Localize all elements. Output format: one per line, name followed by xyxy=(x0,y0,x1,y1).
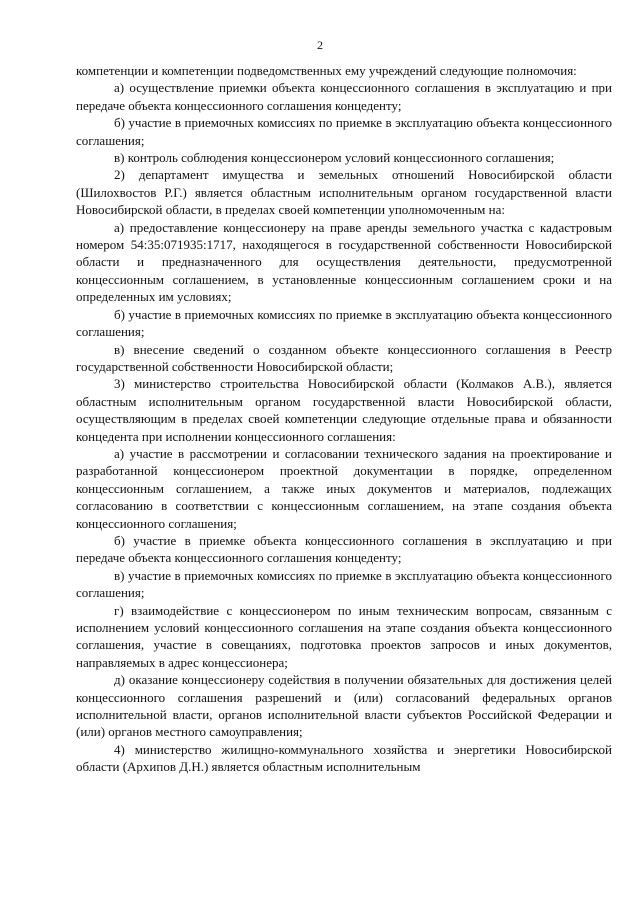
paragraph-3d: г) взаимодействие с концессионером по иным техническим вопросам, связанным с исполнением условий концессионного соглашения на этапе создания объекта концессионного соглашения, участие в совещаниях, подготовка проектов запросов и иных документов, направляемых в адрес концессионера; xyxy=(76,602,612,670)
paragraph-1a: а) осуществление приемки объекта концессионного соглашения в эксплуатацию и при передаче объекта концессионного соглашения концеденту; xyxy=(76,80,612,113)
paragraph-1b: б) участие в приемочных комиссиях по приемке в эксплуатацию объекта концессионного соглашения; xyxy=(76,115,612,148)
paragraph-1c: в) контроль соблюдения концессионером условий концессионного соглашения; xyxy=(114,150,555,166)
paragraph-2c: в) внесение сведений о созданном объекте концессионного соглашения в Реестр государственной собственности Новосибирской области; xyxy=(76,341,612,374)
paragraph-2b: б) участие в приемочных комиссиях по приемке в эксплуатацию объекта концессионного соглашения; xyxy=(76,306,612,340)
paragraph-3c: в) участие в приемочных комиссиях по приемке в эксплуатацию объекта концессионного соглашения; xyxy=(76,567,612,601)
paragraph-2: 2) департамент имущества и земельных отношений Новосибирской области (Шилохвостов Р.Г.) является областным исполнительным органом государственной власти Новосибирской области, в пределах своей компетенции уполномоченным на: xyxy=(76,167,612,218)
paragraph-4: 4) министерство жилищно-коммунального хозяйства и энергетики Новосибирской области (Архипов Д.Н.) является областным исполнительным xyxy=(76,741,612,775)
paragraph-3a: а) участие в рассмотрении и согласовании технического задания на проектирование и разработанной концессионером проектной документации в порядке, определенном концессионным соглашением, а также иных документов и материалов, подлежащих согласованию в соответствии с концессионным соглашением, на этапе создания объекта концессионного соглашения; xyxy=(76,445,612,531)
page-number: 2 xyxy=(317,38,323,52)
paragraph-intro-continuation: компетенции и компетенции подведомственных ему учреждений следующие полномочия: xyxy=(76,63,577,78)
paragraph-2a: а) предоставление концессионеру на праве аренды земельного участка с кадастровым номером 54:35:071935:1717, находящегося в государственной собственности Новосибирской области и предназначенного для осуществления деятельности, предусмотренной концессионным соглашением, в установленные концессионным соглашением сроки и на определенных им условиях; xyxy=(76,219,612,305)
document-body xyxy=(76,62,612,776)
paragraph-3: 3) министерство строительства Новосибирской области (Колмаков А.В.), является областным исполнительным органом государственной власти Новосибирской области, осуществляющим в пределах своей компетенции следующие отдельные права и обязанности концедента при исполнении концессионного соглашения: xyxy=(76,376,612,444)
paragraph-3e: д) оказание концессионеру содействия в получении обязательных для достижения целей концессионного соглашения разрешений и (или) согласований федеральных органов исполнительной власти, органов исполнительной власти субъектов Российской Федерации и (или) органов местного самоуправления; xyxy=(76,672,612,740)
paragraph-3b: б) участие в приемке объекта концессионного соглашения в эксплуатацию и при передаче объекта концессионного соглашения концеденту; xyxy=(76,532,612,566)
